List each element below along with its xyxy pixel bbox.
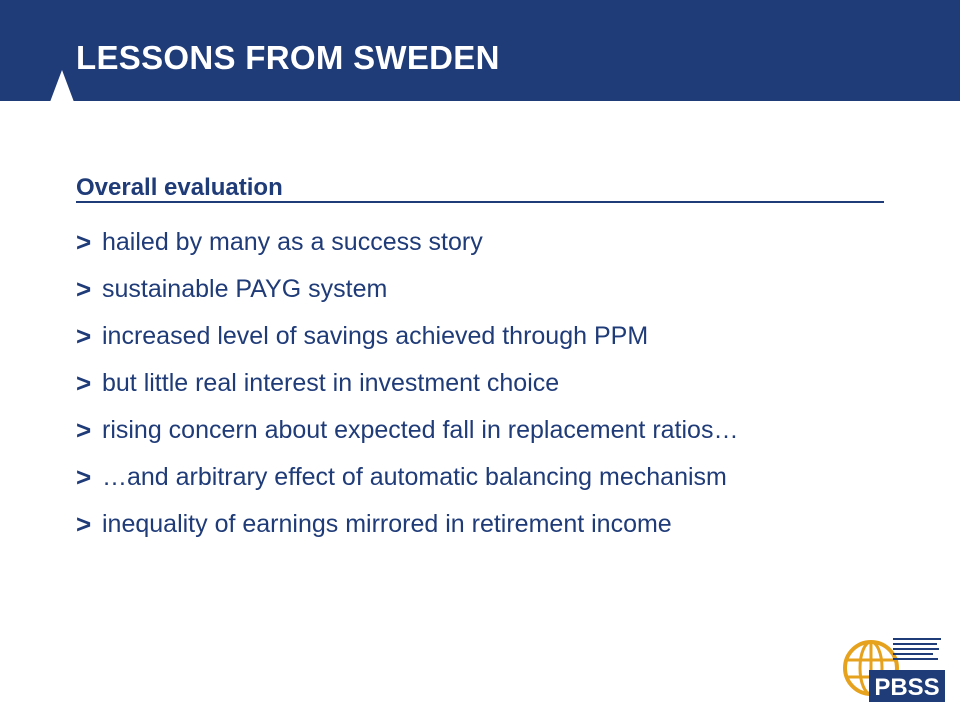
bullet-text: hailed by many as a success story: [102, 227, 483, 256]
bullet-text: increased level of savings achieved through PPM: [102, 321, 649, 350]
bullet-item: [76, 500, 738, 547]
bullet-marker: >: [76, 226, 92, 257]
section-heading: Overall evaluation: [76, 174, 283, 201]
bullet-item: [76, 406, 738, 453]
bullet-marker: >: [76, 273, 92, 304]
bullet-list: [76, 218, 738, 547]
bullet-item: [76, 218, 738, 265]
heading-underline: [76, 201, 884, 203]
logo-text: PBSS: [874, 674, 940, 701]
bullet-text: rising concern about expected fall in replacement ratios…: [102, 415, 739, 444]
bullet-item: [76, 312, 738, 359]
pbss-logo: [841, 632, 947, 704]
bullet-text: sustainable PAYG system: [102, 274, 388, 303]
bullet-marker: >: [76, 414, 92, 445]
bullet-item: [76, 265, 738, 312]
bullet-text: inequality of earnings mirrored in retirement income: [102, 509, 672, 538]
bullet-item: [76, 359, 738, 406]
bullet-marker: >: [76, 508, 92, 539]
slide-title: LESSONS FROM SWEDEN: [76, 39, 500, 76]
title-bar-notch: [50, 70, 74, 102]
bullet-text: but little real interest in investment choice: [102, 368, 560, 397]
fine-print-lines: [893, 638, 941, 660]
bullet-marker: >: [76, 367, 92, 398]
bullet-marker: >: [76, 320, 92, 351]
bullet-marker: >: [76, 461, 92, 492]
bullet-item: [76, 453, 738, 500]
bullet-text: …and arbitrary effect of automatic balancing mechanism: [102, 462, 727, 491]
